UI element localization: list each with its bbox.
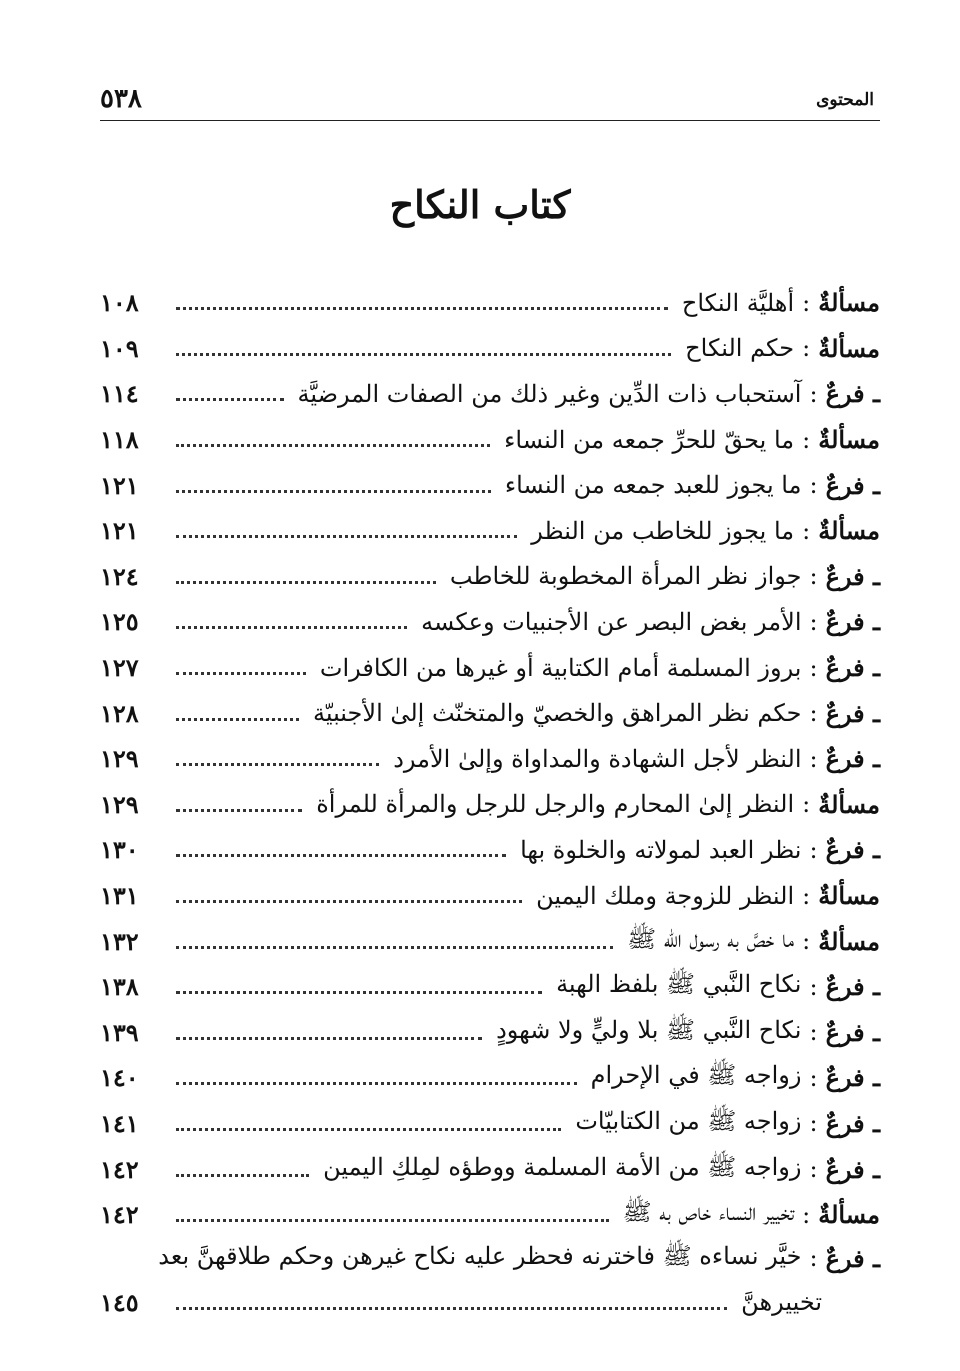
dot-leader (176, 307, 668, 310)
entry-title: آستحباب ذات الدِّين وغير ذلك من الصفات المرضيَّة (297, 379, 802, 408)
entry-title: النظر لأجل الشهادة والمداواة وإلىٰ الأمرد (393, 744, 802, 773)
entry-title-line-2: تخييرهنَّ (741, 1288, 822, 1317)
entry-separator: : (802, 516, 811, 545)
entry-page-number: ١٤١ (100, 1108, 139, 1138)
entry-page-number: ١٢١ (100, 470, 139, 500)
entry-type: مسألةٌ (818, 789, 880, 819)
entry-separator: : (809, 653, 818, 682)
entry-separator: : (809, 699, 818, 728)
toc-entry (100, 1101, 880, 1147)
toc-entry (100, 1192, 880, 1238)
entry-title: نكاح النَّبي ﷺ بلفظ الهبة (556, 970, 802, 999)
entry-separator: : (809, 1063, 818, 1092)
page-number: ٥٣٨ (100, 84, 142, 114)
toc-entry (100, 827, 880, 873)
toc-entry (100, 918, 880, 964)
entry-type: ـ فرعٌ (825, 835, 880, 865)
entry-type: ـ فرعٌ (825, 379, 880, 409)
dot-leader (176, 1219, 609, 1222)
entry-page-number: ١٠٩ (100, 333, 139, 363)
toc-entry (100, 508, 880, 554)
dot-leader (176, 626, 407, 629)
entry-title: بروز المسلمة أمام الكتابية أو غيرها من الكافرات (319, 653, 802, 682)
entry-title: نظر العبد لمولاته والخلوة بها (520, 835, 802, 864)
entry-page-number: ١٢١ (100, 516, 139, 546)
entry-page-number: ١٢٩ (100, 789, 139, 819)
entry-page-number: ١٢٧ (100, 653, 139, 683)
table-of-contents (100, 280, 880, 1325)
entry-separator: : (809, 972, 818, 1001)
entry-type: ـ فرعٌ (825, 607, 880, 637)
chapter-title: كتاب النكاح (389, 182, 571, 227)
entry-separator: : (809, 1109, 818, 1138)
dot-leader (176, 809, 302, 812)
toc-entry (100, 371, 880, 417)
dot-leader (176, 1128, 561, 1131)
entry-title: جواز نظر المرأة المخطوبة للخاطب (449, 562, 802, 591)
dot-leader (176, 1307, 727, 1310)
dot-leader (176, 490, 491, 493)
toc-entry (100, 599, 880, 645)
entry-separator: : (809, 562, 818, 591)
entry-separator: : (809, 1018, 818, 1047)
entry-title: ما خصَّ به رسول الله ﷺ (627, 924, 795, 953)
entry-type: ـ فرعٌ (825, 698, 880, 728)
entry-page-number: ١١٤ (100, 379, 139, 409)
entry-type: ـ فرعٌ (825, 470, 880, 500)
toc-entry (100, 1055, 880, 1101)
entry-page-number: ١٢٥ (100, 607, 139, 637)
dot-leader (176, 581, 436, 584)
dot-leader (176, 1037, 482, 1040)
dot-leader (176, 398, 284, 401)
entry-title: ما يحقّ للحرِّ جمعه من النساء (504, 425, 795, 454)
entry-page-number: ١٣٢ (100, 926, 139, 956)
entry-separator: : (809, 744, 818, 773)
toc-entry (100, 736, 880, 782)
entry-title: النظر للزوجة وملك اليمين (536, 881, 795, 910)
entry-page-number: ١٢٨ (100, 698, 139, 728)
page-header (100, 84, 880, 121)
entry-page-number: ١٤٢ (100, 1200, 139, 1230)
entry-separator: : (809, 379, 818, 408)
entry-type: مسألةٌ (818, 333, 880, 363)
dot-leader (176, 946, 613, 949)
entry-title: نكاح النَّبي ﷺ بلا وليٍّ ولا شهودٍ (496, 1015, 802, 1044)
entry-type: مسألةٌ (818, 926, 880, 956)
entry-title: زواجه ﷺ في الإحرام (590, 1061, 802, 1090)
entry-page-number: ١٣٨ (100, 972, 139, 1002)
entry-title: النظر إلىٰ المحارم والرجل للرجل والمرأة للمرأة (316, 790, 795, 819)
entry-separator: : (802, 425, 811, 454)
toc-entry (100, 873, 880, 919)
toc-entry (100, 1237, 880, 1279)
entry-type: مسألةٌ (818, 425, 880, 455)
dot-leader (176, 718, 299, 721)
entry-page-number: ١٣٩ (100, 1017, 139, 1047)
toc-entry (100, 326, 880, 372)
entry-title: حكم نظر المراهق والخصيّ والمتخنّث إلىٰ الأجنبيّة (312, 699, 802, 728)
entry-title-line-1: خيَّر نساءه ﷺ فاخترنه فحظر عليه نكاح غيرهن وحكم طلاقهنَّ بعد (158, 1241, 802, 1270)
entry-type: ـ فرعٌ (825, 1243, 880, 1273)
entry-type: مسألةٌ (818, 516, 880, 546)
dot-leader (176, 444, 490, 447)
toc-entry (100, 964, 880, 1010)
entry-page-number: ١٢٩ (100, 744, 139, 774)
dot-leader (176, 353, 671, 356)
dot-leader (176, 854, 506, 857)
toc-entry-continuation (100, 1279, 880, 1325)
entry-type: ـ فرعٌ (825, 653, 880, 683)
toc-entry (100, 554, 880, 600)
entry-page-number: ١٤٥ (100, 1287, 139, 1317)
entry-type: مسألةٌ (818, 1200, 880, 1230)
entry-title: زواجه ﷺ من الأمة المسلمة ووطؤه لمِلكِ اليمين (323, 1152, 802, 1181)
entry-separator: : (802, 927, 811, 956)
entry-type: مسألةٌ (818, 881, 880, 911)
dot-leader (176, 1174, 309, 1177)
entry-separator: : (809, 1155, 818, 1184)
entry-page-number: ١١٨ (100, 425, 139, 455)
entry-page-number: ١٠٨ (100, 288, 139, 318)
entry-separator: : (802, 1200, 811, 1229)
entry-type: ـ فرعٌ (825, 1063, 880, 1093)
toc-entry (100, 1010, 880, 1056)
entry-separator: : (809, 835, 818, 864)
toc-entry (100, 645, 880, 691)
entry-type: ـ فرعٌ (825, 744, 880, 774)
entry-separator: : (809, 1244, 818, 1273)
entry-separator: : (802, 790, 811, 819)
dot-leader (176, 1082, 577, 1085)
toc-entry (100, 462, 880, 508)
entry-page-number: ١٤٠ (100, 1063, 139, 1093)
toc-entry (100, 690, 880, 736)
toc-entry (100, 417, 880, 463)
entry-type: ـ فرعٌ (825, 972, 880, 1002)
toc-entry (100, 280, 880, 326)
entry-separator: : (809, 471, 818, 500)
entry-type: ـ فرعٌ (825, 1154, 880, 1184)
entry-page-number: ١٣١ (100, 881, 139, 911)
entry-type: ـ فرعٌ (825, 561, 880, 591)
dot-leader (176, 763, 379, 766)
toc-entry (100, 1146, 880, 1192)
entry-type: ـ فرعٌ (825, 1017, 880, 1047)
entry-title: ما يجوز للخاطب من النظر (531, 516, 795, 545)
entry-type: مسألةٌ (818, 288, 880, 318)
entry-title: الأمر بغض البصر عن الأجنبيات وعكسه (421, 607, 802, 636)
entry-separator: : (802, 881, 811, 910)
entry-title: حكم النكاح (685, 334, 795, 363)
entry-separator: : (809, 607, 818, 636)
entry-separator: : (802, 334, 811, 363)
dot-leader (176, 672, 306, 675)
entry-separator: : (802, 288, 811, 317)
dot-leader (176, 900, 522, 903)
entry-title: زواجه ﷺ من الكتابيّات (575, 1106, 802, 1135)
entry-title: أهليَّة النكاح (681, 288, 795, 317)
entry-title: تخيير النساء خاص به ﷺ (622, 1198, 795, 1227)
toc-entry (100, 782, 880, 828)
dot-leader (176, 991, 542, 994)
entry-page-number: ١٢٤ (100, 561, 139, 591)
running-title: المحتوى (816, 90, 874, 110)
entry-page-number: ١٤٢ (100, 1154, 139, 1184)
dot-leader (176, 535, 517, 538)
entry-type: ـ فرعٌ (825, 1108, 880, 1138)
entry-title: ما يجوز للعبد جمعه من النساء (504, 471, 802, 500)
entry-page-number: ١٣٠ (100, 835, 139, 865)
